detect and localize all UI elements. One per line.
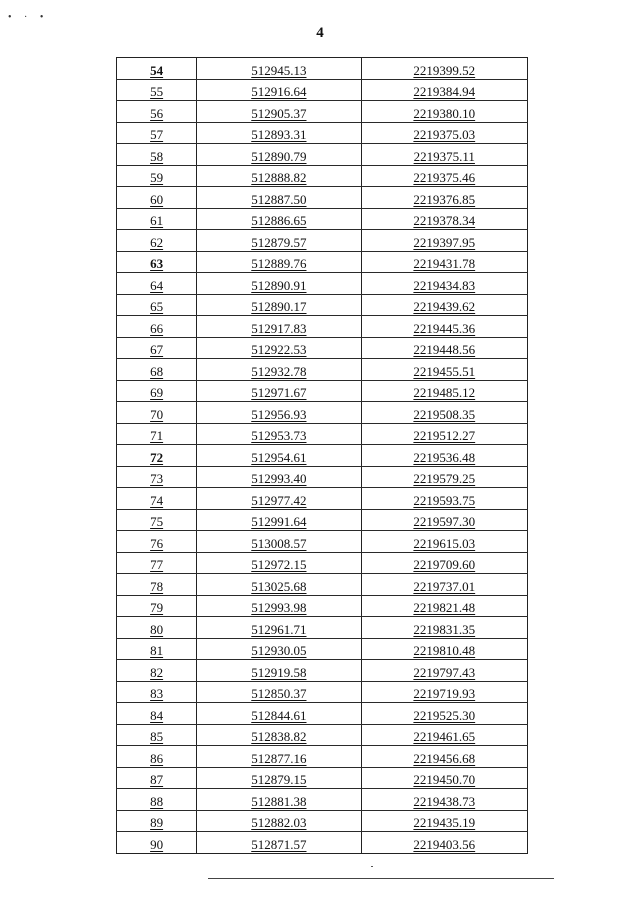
x-coordinate-cell: [197, 337, 361, 359]
table-row: [117, 165, 528, 187]
x-coordinate-value: 512877.16: [251, 750, 307, 766]
y-coordinate-cell: [361, 681, 527, 703]
point-number-value: 55: [150, 84, 164, 99]
y-coordinate-value: 2219431.78: [413, 256, 476, 271]
x-coordinate-cell: [197, 574, 361, 596]
point-number-cell: [117, 337, 197, 359]
x-coordinate-cell: [197, 380, 361, 402]
point-number-value: 66: [150, 320, 164, 336]
point-number-cell: [117, 574, 197, 596]
table-row: [117, 208, 528, 230]
y-coordinate-cell: [361, 187, 527, 209]
point-number-value: 59: [150, 170, 164, 185]
x-coordinate-cell: [197, 402, 361, 424]
table-row: [117, 230, 528, 252]
point-number-cell: [117, 316, 197, 338]
x-coordinate-cell: [197, 316, 361, 338]
point-number-value: 72: [150, 449, 164, 465]
x-coordinate-cell: [197, 681, 361, 703]
point-number-value: 69: [150, 385, 164, 400]
x-coordinate-cell: [197, 165, 361, 187]
point-number-cell: [117, 810, 197, 832]
table-row: [117, 445, 528, 467]
table-row: [117, 187, 528, 209]
y-coordinate-cell: [361, 832, 527, 854]
point-number-value: 73: [150, 471, 164, 486]
table-row: [117, 681, 528, 703]
y-coordinate-cell: [361, 337, 527, 359]
y-coordinate-cell: [361, 144, 527, 166]
y-coordinate-cell: [361, 294, 527, 316]
y-coordinate-value: 2219439.62: [413, 299, 476, 314]
point-number-value: 77: [150, 557, 164, 572]
point-number-cell: [117, 144, 197, 166]
point-number-cell: [117, 380, 197, 402]
table-row: [117, 122, 528, 144]
x-coordinate-cell: [197, 294, 361, 316]
y-coordinate-value: 2219512.27: [413, 428, 476, 443]
y-coordinate-cell: [361, 316, 527, 338]
point-number-value: 84: [150, 707, 164, 723]
point-number-cell: [117, 79, 197, 101]
y-coordinate-value: 2219485.12: [413, 385, 476, 400]
point-number-cell: [117, 251, 197, 273]
point-number-cell: [117, 402, 197, 424]
y-coordinate-value: 2219399.52: [413, 62, 476, 78]
x-coordinate-cell: [197, 724, 361, 746]
y-coordinate-cell: [361, 273, 527, 295]
x-coordinate-value: 512961.71: [251, 621, 307, 637]
point-number-value: 81: [150, 643, 164, 658]
point-number-value: 79: [150, 600, 164, 615]
y-coordinate-value: 2219737.01: [413, 578, 476, 594]
y-coordinate-cell: [361, 101, 527, 123]
table-row: [117, 509, 528, 531]
x-coordinate-cell: [197, 466, 361, 488]
x-coordinate-value: 512905.37: [251, 105, 307, 121]
point-number-value: 71: [150, 428, 164, 443]
point-number-value: 85: [150, 729, 164, 744]
y-coordinate-value: 2219456.68: [413, 750, 476, 766]
x-coordinate-value: 512838.82: [251, 729, 307, 744]
table-row: [117, 359, 528, 381]
y-coordinate-cell: [361, 380, 527, 402]
table-row: [117, 767, 528, 789]
y-coordinate-cell: [361, 423, 527, 445]
x-coordinate-value: 512886.65: [251, 213, 307, 228]
x-coordinate-cell: [197, 552, 361, 574]
point-number-value: 74: [150, 492, 164, 508]
y-coordinate-cell: [361, 509, 527, 531]
y-coordinate-value: 2219593.75: [413, 492, 476, 508]
x-coordinate-cell: [197, 746, 361, 768]
table-row: [117, 79, 528, 101]
y-coordinate-cell: [361, 251, 527, 273]
point-number-cell: [117, 488, 197, 510]
point-number-cell: [117, 294, 197, 316]
x-coordinate-value: 512890.79: [251, 148, 307, 164]
y-coordinate-value: 2219378.34: [413, 213, 476, 228]
y-coordinate-cell: [361, 552, 527, 574]
x-coordinate-cell: [197, 617, 361, 639]
y-coordinate-cell: [361, 724, 527, 746]
point-number-value: 90: [150, 836, 164, 852]
y-coordinate-cell: [361, 703, 527, 725]
x-coordinate-value: 512993.40: [251, 471, 307, 486]
y-coordinate-cell: [361, 789, 527, 811]
x-coordinate-cell: [197, 509, 361, 531]
point-number-value: 78: [150, 578, 164, 594]
table-row: [117, 832, 528, 854]
y-coordinate-cell: [361, 746, 527, 768]
x-coordinate-cell: [197, 595, 361, 617]
table-row: [117, 402, 528, 424]
point-number-cell: [117, 767, 197, 789]
y-coordinate-cell: [361, 445, 527, 467]
page-number: 4: [316, 25, 324, 41]
point-number-value: 60: [150, 191, 164, 207]
point-number-value: 67: [150, 342, 164, 357]
table-row: [117, 144, 528, 166]
point-number-value: 64: [150, 277, 164, 293]
y-coordinate-value: 2219797.43: [413, 664, 476, 680]
point-number-cell: [117, 165, 197, 187]
y-coordinate-cell: [361, 574, 527, 596]
table-row: [117, 552, 528, 574]
x-coordinate-cell: [197, 767, 361, 789]
point-number-cell: [117, 746, 197, 768]
x-coordinate-value: 512953.73: [251, 428, 307, 443]
y-coordinate-value: 2219579.25: [413, 471, 476, 486]
point-number-value: 87: [150, 772, 164, 787]
point-number-cell: [117, 660, 197, 682]
y-coordinate-value: 2219375.03: [413, 127, 476, 142]
point-number-cell: [117, 617, 197, 639]
x-coordinate-value: 512991.64: [251, 514, 307, 529]
y-coordinate-value: 2219375.11: [413, 148, 475, 164]
point-number-value: 88: [150, 793, 164, 809]
coordinates-table: [116, 57, 528, 854]
x-coordinate-value: 512888.82: [251, 170, 307, 185]
point-number-cell: [117, 703, 197, 725]
x-coordinate-value: 512890.91: [251, 277, 307, 293]
x-coordinate-cell: [197, 660, 361, 682]
point-number-cell: [117, 552, 197, 574]
point-number-cell: [117, 230, 197, 252]
point-number-value: 61: [150, 213, 164, 228]
table-row: [117, 337, 528, 359]
table-row: [117, 273, 528, 295]
y-coordinate-cell: [361, 122, 527, 144]
point-number-cell: [117, 724, 197, 746]
point-number-value: 80: [150, 621, 164, 637]
y-coordinate-cell: [361, 531, 527, 553]
y-coordinate-value: 2219380.10: [413, 105, 476, 121]
x-coordinate-cell: [197, 359, 361, 381]
point-number-cell: [117, 681, 197, 703]
table-row: [117, 660, 528, 682]
x-coordinate-cell: [197, 789, 361, 811]
y-coordinate-value: 2219397.95: [413, 234, 476, 250]
point-number-value: 68: [150, 363, 164, 379]
table-row: [117, 101, 528, 123]
x-coordinate-cell: [197, 445, 361, 467]
x-coordinate-cell: [197, 638, 361, 660]
x-coordinate-value: 512879.15: [251, 772, 307, 787]
y-coordinate-cell: [361, 230, 527, 252]
bottom-rule: [208, 878, 554, 879]
x-coordinate-cell: [197, 230, 361, 252]
point-number-cell: [117, 423, 197, 445]
y-coordinate-value: 2219536.48: [413, 449, 476, 465]
coordinates-table-body: [117, 58, 528, 854]
table-row: [117, 574, 528, 596]
point-number-cell: [117, 509, 197, 531]
y-coordinate-value: 2219508.35: [413, 406, 476, 422]
y-coordinate-value: 2219375.46: [413, 170, 476, 185]
y-coordinate-value: 2219709.60: [413, 557, 476, 572]
x-coordinate-value: 512871.57: [251, 836, 307, 852]
table-row: [117, 316, 528, 338]
x-coordinate-value: 512932.78: [251, 363, 307, 379]
point-number-value: 70: [150, 406, 164, 422]
point-number-cell: [117, 208, 197, 230]
table-row: [117, 724, 528, 746]
x-coordinate-cell: [197, 58, 361, 80]
y-coordinate-value: 2219445.36: [413, 320, 476, 336]
table-row: [117, 595, 528, 617]
point-number-value: 76: [150, 535, 164, 551]
y-coordinate-cell: [361, 165, 527, 187]
x-coordinate-value: 512993.98: [251, 600, 307, 615]
x-coordinate-value: 512919.58: [251, 664, 307, 680]
y-coordinate-value: 2219615.03: [413, 535, 476, 551]
x-coordinate-cell: [197, 423, 361, 445]
point-number-cell: [117, 58, 197, 80]
point-number-cell: [117, 101, 197, 123]
x-coordinate-value: 512977.42: [251, 492, 307, 508]
point-number-cell: [117, 789, 197, 811]
point-number-value: 89: [150, 815, 164, 830]
point-number-value: 86: [150, 750, 164, 766]
x-coordinate-value: 512922.53: [251, 342, 307, 357]
point-number-cell: [117, 122, 197, 144]
x-coordinate-cell: [197, 531, 361, 553]
x-coordinate-value: 512971.67: [251, 385, 307, 400]
point-number-value: 75: [150, 514, 164, 529]
x-coordinate-value: 513008.57: [251, 535, 307, 551]
y-coordinate-cell: [361, 617, 527, 639]
x-coordinate-value: 512889.76: [251, 256, 307, 271]
x-coordinate-cell: [197, 208, 361, 230]
y-coordinate-cell: [361, 638, 527, 660]
y-coordinate-value: 2219831.35: [413, 621, 476, 637]
y-coordinate-value: 2219461.65: [413, 729, 476, 744]
table-row: [117, 294, 528, 316]
y-coordinate-value: 2219403.56: [413, 836, 476, 852]
y-coordinate-value: 2219435.19: [413, 815, 476, 830]
table-row: [117, 638, 528, 660]
scan-artifact-marks: • · •: [8, 12, 49, 23]
table-row: [117, 380, 528, 402]
x-coordinate-value: 512917.83: [251, 320, 307, 336]
table-row: [117, 789, 528, 811]
point-number-value: 82: [150, 664, 164, 680]
y-coordinate-value: 2219821.48: [413, 600, 476, 615]
table-row: [117, 466, 528, 488]
x-coordinate-value: 512887.50: [251, 191, 307, 207]
y-coordinate-cell: [361, 595, 527, 617]
x-coordinate-value: 512916.64: [251, 84, 307, 99]
point-number-cell: [117, 359, 197, 381]
x-coordinate-value: 512930.05: [251, 643, 307, 658]
x-coordinate-value: 512956.93: [251, 406, 307, 422]
x-coordinate-cell: [197, 251, 361, 273]
y-coordinate-cell: [361, 359, 527, 381]
y-coordinate-cell: [361, 466, 527, 488]
point-number-cell: [117, 445, 197, 467]
point-number-cell: [117, 638, 197, 660]
point-number-cell: [117, 187, 197, 209]
y-coordinate-value: 2219438.73: [413, 793, 476, 809]
table-row: [117, 488, 528, 510]
point-number-value: 83: [150, 686, 164, 701]
y-coordinate-cell: [361, 208, 527, 230]
point-number-cell: [117, 466, 197, 488]
x-coordinate-value: 512844.61: [251, 707, 307, 723]
y-coordinate-cell: [361, 767, 527, 789]
point-number-value: 62: [150, 234, 164, 250]
x-coordinate-value: 512972.15: [251, 557, 307, 572]
point-number-value: 56: [150, 105, 164, 121]
point-number-cell: [117, 595, 197, 617]
point-number-cell: [117, 832, 197, 854]
y-coordinate-value: 2219525.30: [413, 707, 476, 723]
y-coordinate-value: 2219455.51: [413, 363, 476, 379]
y-coordinate-cell: [361, 810, 527, 832]
x-coordinate-value: 512890.17: [251, 299, 307, 314]
x-coordinate-value: 512879.57: [251, 234, 307, 250]
point-number-value: 58: [150, 148, 164, 164]
x-coordinate-value: 512850.37: [251, 686, 307, 701]
y-coordinate-cell: [361, 402, 527, 424]
x-coordinate-cell: [197, 122, 361, 144]
y-coordinate-value: 2219434.83: [413, 277, 476, 293]
table-row: [117, 703, 528, 725]
point-number-cell: [117, 273, 197, 295]
table-row: [117, 58, 528, 80]
point-number-cell: [117, 531, 197, 553]
y-coordinate-value: 2219376.85: [413, 191, 476, 207]
y-coordinate-cell: [361, 58, 527, 80]
y-coordinate-value: 2219719.93: [413, 686, 476, 701]
x-coordinate-cell: [197, 703, 361, 725]
x-coordinate-cell: [197, 101, 361, 123]
y-coordinate-cell: [361, 488, 527, 510]
table-row: [117, 617, 528, 639]
y-coordinate-value: 2219810.48: [413, 643, 476, 658]
x-coordinate-cell: [197, 832, 361, 854]
table-row: [117, 746, 528, 768]
x-coordinate-value: 512893.31: [251, 127, 307, 142]
x-coordinate-value: 512954.61: [251, 449, 307, 465]
y-coordinate-value: 2219450.70: [413, 772, 476, 787]
y-coordinate-cell: [361, 660, 527, 682]
x-coordinate-cell: [197, 810, 361, 832]
table-row: [117, 531, 528, 553]
point-number-value: 65: [150, 299, 164, 314]
table-row: [117, 810, 528, 832]
y-coordinate-value: 2219448.56: [413, 342, 476, 357]
x-coordinate-cell: [197, 187, 361, 209]
table-row: [117, 251, 528, 273]
y-coordinate-value: 2219384.94: [413, 84, 476, 99]
x-coordinate-value: 512882.03: [251, 815, 307, 830]
x-coordinate-value: 512945.13: [251, 62, 307, 78]
y-coordinate-cell: [361, 79, 527, 101]
x-coordinate-value: 513025.68: [251, 578, 307, 594]
y-coordinate-value: 2219597.30: [413, 514, 476, 529]
point-number-value: 63: [150, 256, 164, 271]
point-number-value: 54: [150, 62, 164, 78]
scan-dot: [371, 866, 373, 867]
x-coordinate-cell: [197, 488, 361, 510]
table-row: [117, 423, 528, 445]
x-coordinate-value: 512881.38: [251, 793, 307, 809]
x-coordinate-cell: [197, 144, 361, 166]
point-number-value: 57: [150, 127, 164, 142]
x-coordinate-cell: [197, 273, 361, 295]
x-coordinate-cell: [197, 79, 361, 101]
